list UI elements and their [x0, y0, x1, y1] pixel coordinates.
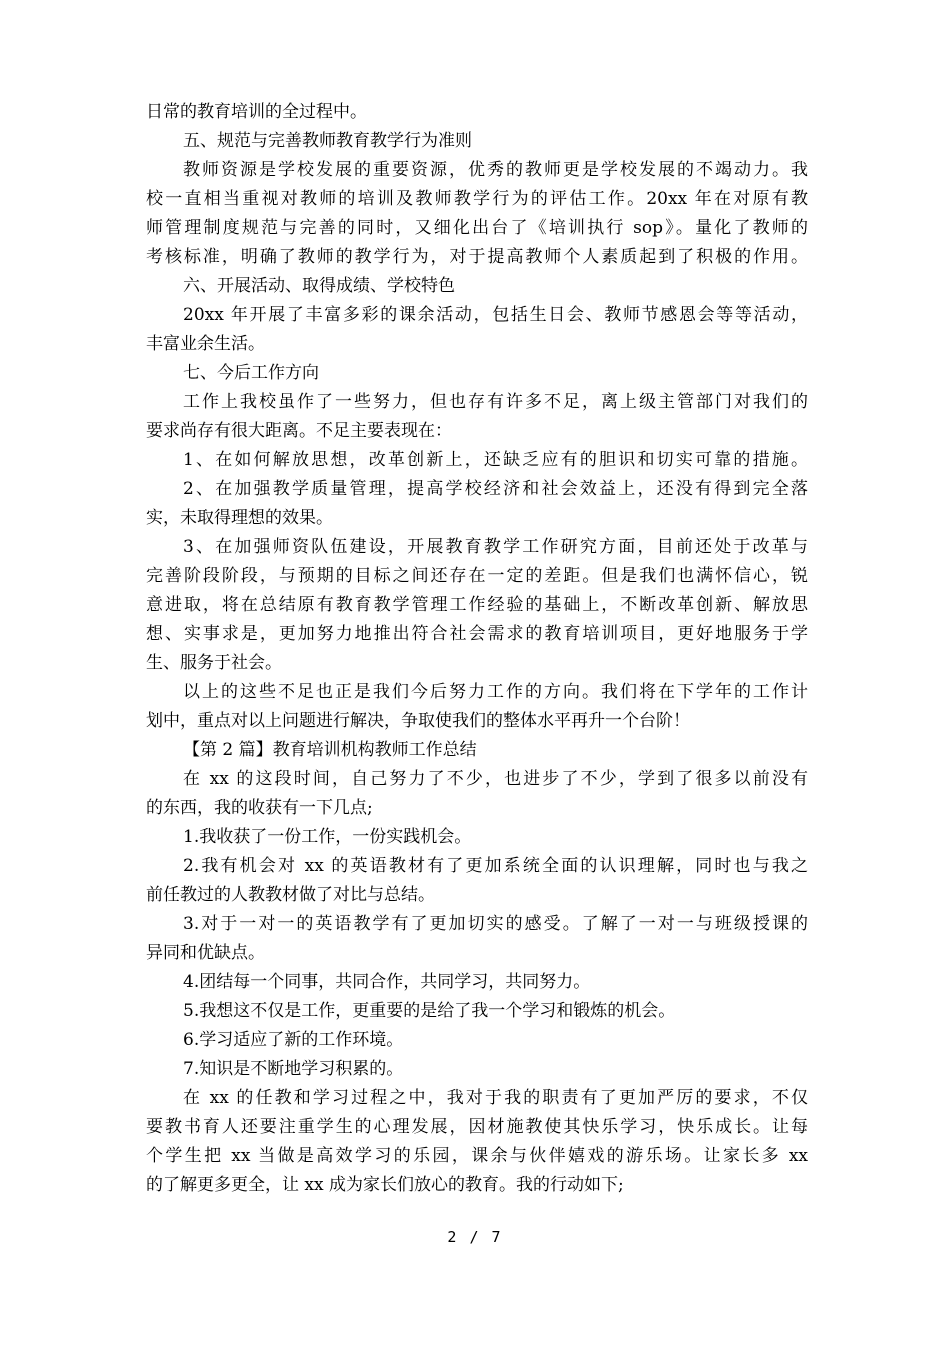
- text-line: 考核标准，明确了教师的教学行为，对于提高教师个人素质起到了积极的作用。: [146, 247, 808, 267]
- text-line: 【第 2 篇】教育培训机构教师工作总结: [183, 740, 477, 760]
- text-line: 想、实事求是，更加努力地推出符合社会需求的教育培训项目，更好地服务于学: [146, 624, 808, 644]
- text-line: 2.我有机会对 xx 的英语教材有了更加系统全面的认识理解，同时也与我之: [183, 856, 808, 876]
- text-line: 师管理制度规范与完善的同时，又细化出台了《培训执行 sop》。量化了教师的: [146, 218, 808, 238]
- text-line: 前任教过的人教教材做了对比与总结。: [146, 885, 435, 905]
- text-line: 1.我收获了一份工作，一份实践机会。: [183, 827, 472, 847]
- text-line: 要求尚存有很大距离。不足主要表现在：: [146, 421, 452, 441]
- text-line: 工作上我校虽作了一些努力，但也存有许多不足，离上级主管部门对我们的: [183, 392, 808, 412]
- text-line: 校一直相当重视对教师的培训及教师教学行为的评估工作。20xx 年在对原有教: [146, 189, 808, 209]
- text-line: 划中，重点对以上问题进行解决，争取使我们的整体水平再升一个台阶！: [146, 711, 690, 731]
- text-line: 3.对于一对一的英语教学有了更加切实的感受。了解了一对一与班级授课的: [183, 914, 808, 934]
- text-line: 2、在加强教学质量管理，提高学校经济和社会效益上，还没有得到完全落: [183, 479, 808, 499]
- text-line: 7.知识是不断地学习积累的。: [183, 1059, 404, 1079]
- text-line: 教师资源是学校发展的重要资源，优秀的教师更是学校发展的不竭动力。我: [183, 160, 808, 180]
- text-line: 要教书育人还要注重学生的心理发展，因材施教使其快乐学习，快乐成长。让每: [146, 1117, 808, 1137]
- text-line: 的东西，我的收获有一下几点;: [146, 798, 373, 818]
- text-line: 实，未取得理想的效果。: [146, 508, 333, 528]
- page-number: 2 / 7: [447, 1228, 503, 1246]
- text-line: 丰富业余生活。: [146, 334, 265, 354]
- text-line: 4.团结每一个同事，共同合作，共同学习，共同努力。: [183, 972, 591, 992]
- text-line: 个学生把 xx 当做是高效学习的乐园，课余与伙伴嬉戏的游乐场。让家长多 xx: [146, 1146, 808, 1166]
- document-body: [146, 98, 808, 1200]
- text-line: 3、在加强师资队伍建设，开展教育教学工作研究方面，目前还处于改革与: [183, 537, 808, 557]
- text-line: 5.我想这不仅是工作，更重要的是给了我一个学习和锻炼的机会。: [183, 1001, 676, 1021]
- text-line: 七、今后工作方向: [183, 363, 319, 383]
- text-line: 五、规范与完善教师教育教学行为准则: [183, 131, 472, 151]
- text-line: 6.学习适应了新的工作环境。: [183, 1030, 404, 1050]
- text-line: 意进取，将在总结原有教育教学管理工作经验的基础上，不断改革创新、解放思: [146, 595, 808, 615]
- text-line: 的了解更多更全，让 xx 成为家长们放心的教育。我的行动如下;: [146, 1175, 624, 1195]
- text-line: 六、开展活动、取得成绩、学校特色: [183, 276, 455, 296]
- text-line: 在 xx 的这段时间，自己努力了不少，也进步了不少，学到了很多以前没有: [183, 769, 808, 789]
- text-line: 生、服务于社会。: [146, 653, 282, 673]
- text-line: 1、在如何解放思想，改革创新上，还缺乏应有的胆识和切实可靠的措施。: [183, 450, 808, 470]
- text-line: 以上的这些不足也正是我们今后努力工作的方向。我们将在下学年的工作计: [183, 682, 808, 702]
- text-line: 在 xx 的任教和学习过程之中，我对于我的职责有了更加严厉的要求，不仅: [183, 1088, 808, 1108]
- text-line: 完善阶段阶段，与预期的目标之间还存在一定的差距。但是我们也满怀信心，锐: [146, 566, 808, 586]
- text-line: 日常的教育培训的全过程中。: [146, 102, 367, 122]
- text-line: 异同和优缺点。: [146, 943, 265, 963]
- text-line: 20xx 年开展了丰富多彩的课余活动，包括生日会、教师节感恩会等等活动，: [183, 305, 808, 325]
